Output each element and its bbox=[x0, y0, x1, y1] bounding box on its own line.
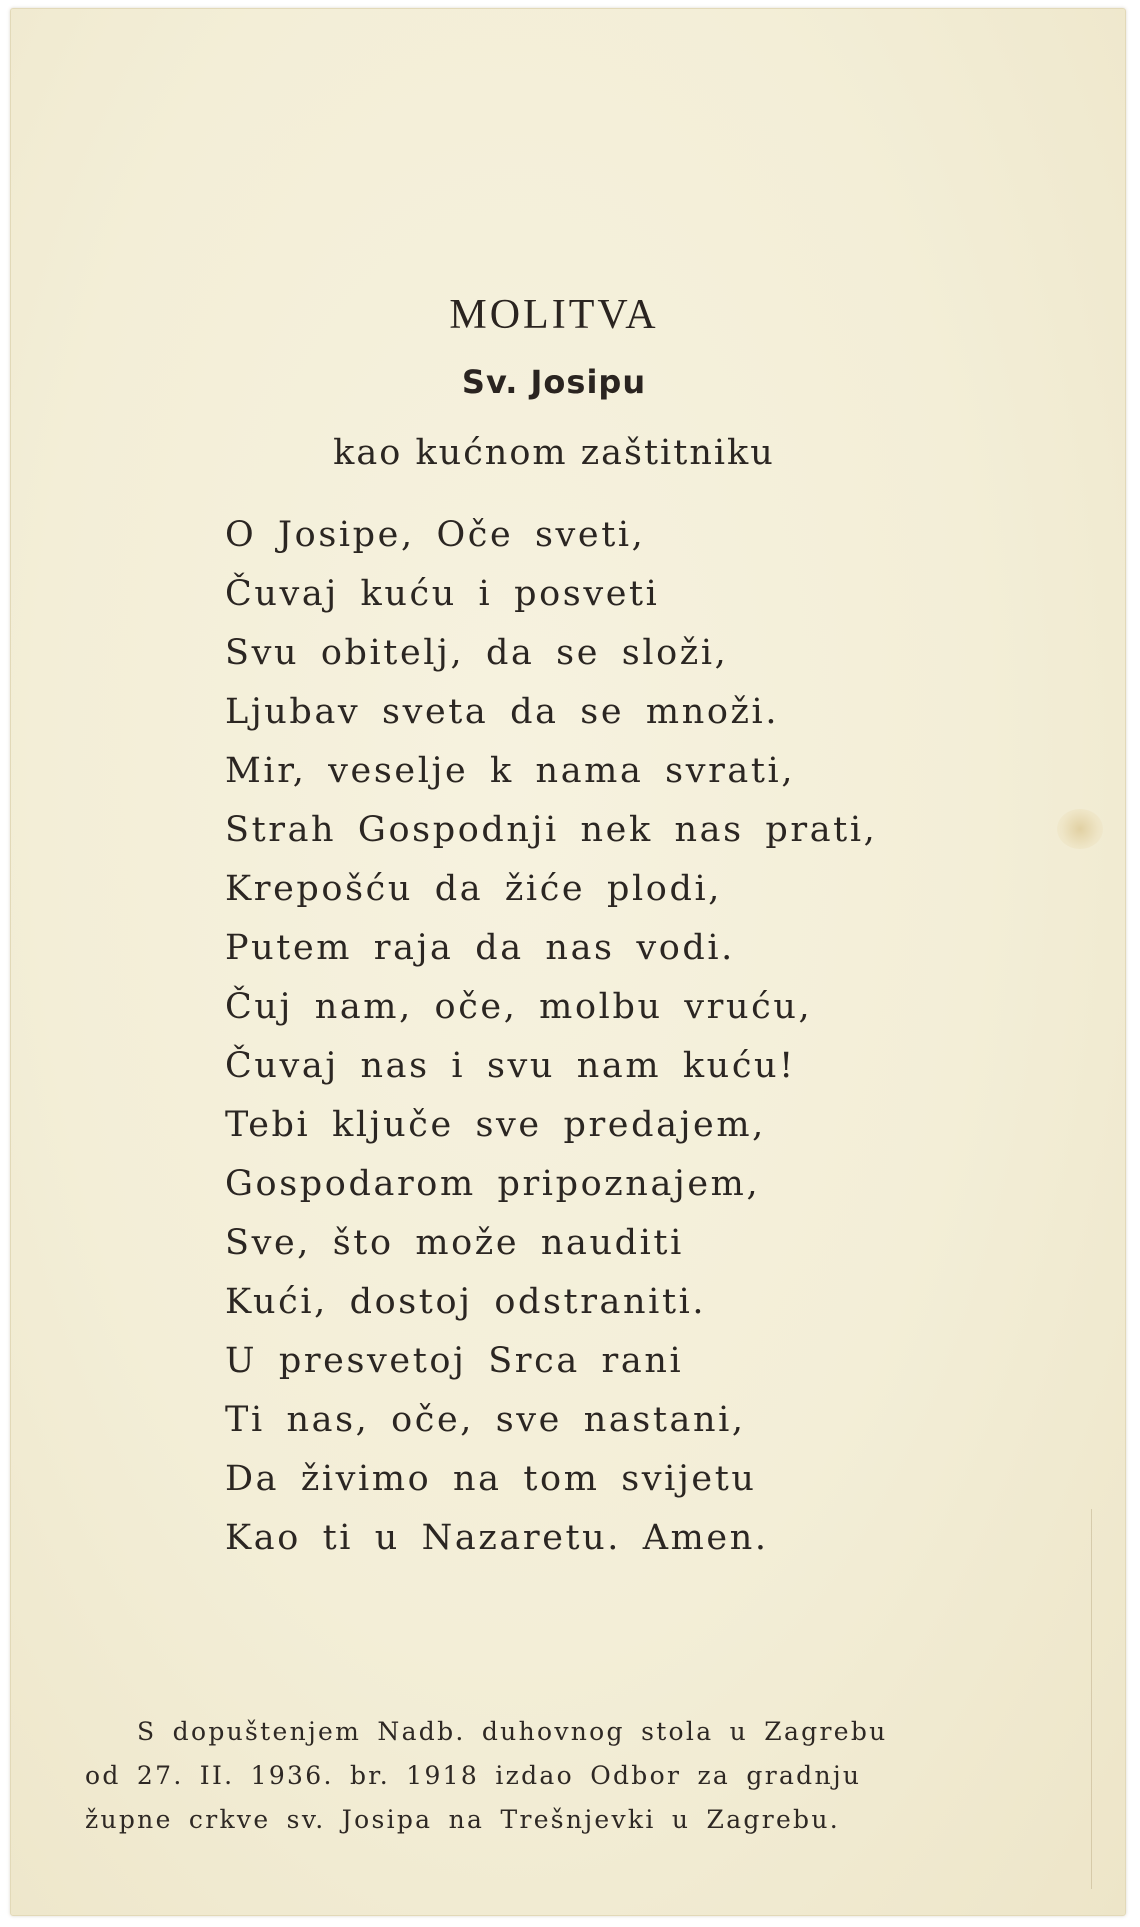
imprimatur-footer bbox=[85, 1710, 1035, 1842]
verse-line: Tebi ključe sve predajem, bbox=[225, 1105, 766, 1145]
prayer-subtitle: Sv. Josipu bbox=[461, 363, 647, 401]
verse-line: O Josipe, Oče sveti, bbox=[225, 515, 646, 555]
verse-line: Kući, dostoj odstraniti. bbox=[225, 1282, 707, 1322]
verse-line: Putem raja da nas vodi. bbox=[225, 928, 735, 968]
verse-line: Gospodarom pripoznajem, bbox=[225, 1164, 761, 1204]
paper-crease bbox=[1091, 1509, 1092, 1889]
verse-line: Strah Gospodnji nek nas prati, bbox=[225, 810, 878, 850]
verse-line: Krepošću da žiće plodi, bbox=[225, 869, 722, 909]
verse-line: Svu obitelj, da se složi, bbox=[225, 633, 729, 673]
verse-line: Čuvaj nas i svu nam kuću! bbox=[225, 1046, 796, 1086]
verse-line: Ljubav sveta da se množi. bbox=[225, 692, 780, 732]
prayer-dedication: kao kućnom zaštitniku bbox=[333, 433, 775, 473]
prayer-title: MOLITVA bbox=[449, 292, 659, 338]
prayer-verses bbox=[225, 506, 985, 1568]
verse-line: U presvetoj Srca rani bbox=[225, 1341, 684, 1381]
verse-line: Ti nas, oče, sve nastani, bbox=[225, 1400, 746, 1440]
verse-line: Čuj nam, oče, molbu vruću, bbox=[225, 987, 813, 1027]
verse-line: Mir, veselje k nama svrati, bbox=[225, 751, 796, 791]
verse-line: Čuvaj kuću i posveti bbox=[225, 574, 660, 614]
footer-line: župne crkve sv. Josipa na Trešnjevki u Zagrebu. bbox=[85, 1805, 841, 1834]
verse-line: Sve, što može nauditi bbox=[225, 1223, 684, 1263]
verse-line: Kao ti u Nazaretu. Amen. bbox=[225, 1518, 769, 1558]
footer-line: od 27. II. 1936. br. 1918 izdao Odbor za gradnju bbox=[85, 1761, 862, 1790]
verse-line: Da živimo na tom svijetu bbox=[225, 1459, 757, 1499]
footer-line: S dopuštenjem Nadb. duhovnog stola u Zagrebu bbox=[137, 1717, 888, 1746]
prayer-card bbox=[10, 8, 1126, 1916]
paper-stain bbox=[1057, 809, 1103, 849]
